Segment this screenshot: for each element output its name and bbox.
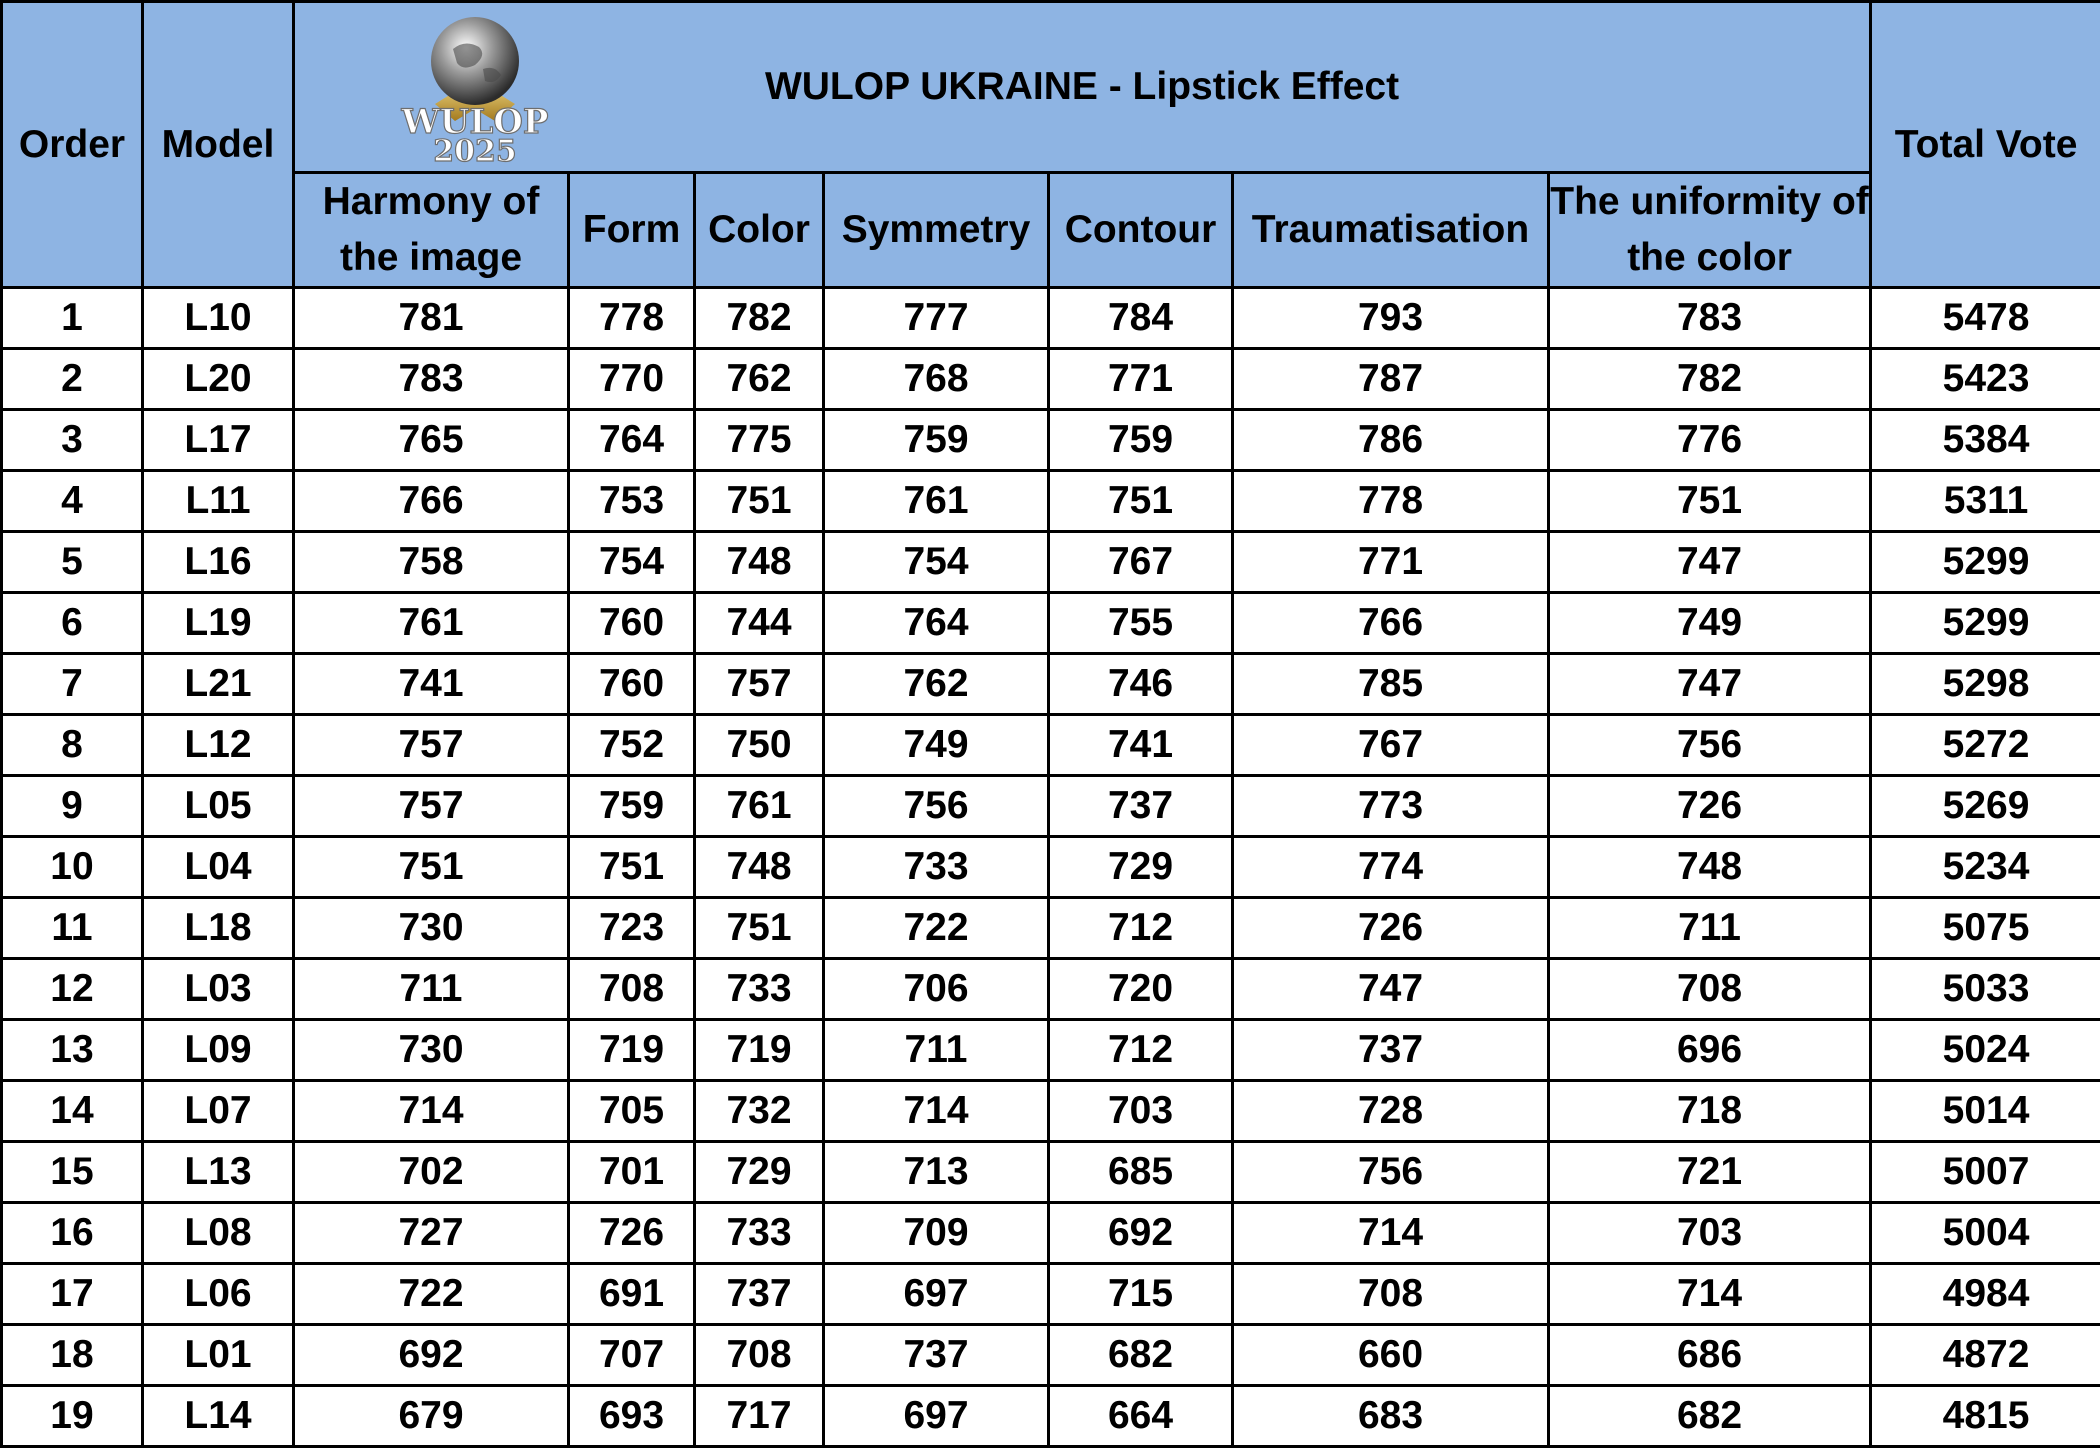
title-cell bbox=[294, 2, 1871, 173]
score-cell: 718 bbox=[1549, 1081, 1871, 1142]
criterion-header-uniformity: The uniformity of the color bbox=[1549, 173, 1871, 288]
table-row bbox=[2, 288, 2100, 349]
score-cell: 760 bbox=[569, 654, 695, 715]
score-cell: 708 bbox=[1549, 959, 1871, 1020]
score-cell: 701 bbox=[569, 1142, 695, 1203]
score-cell: 705 bbox=[569, 1081, 695, 1142]
score-cell: 708 bbox=[695, 1325, 824, 1386]
score-cell: 761 bbox=[695, 776, 824, 837]
score-cell: 781 bbox=[294, 288, 569, 349]
score-cell: 737 bbox=[1233, 1020, 1549, 1081]
score-cell: 777 bbox=[824, 288, 1049, 349]
score-cell: 692 bbox=[294, 1325, 569, 1386]
score-cell: 751 bbox=[1049, 471, 1233, 532]
table-row bbox=[2, 1325, 2100, 1386]
criterion-header-symmetry: Symmetry bbox=[824, 173, 1049, 288]
score-cell: 692 bbox=[1049, 1203, 1233, 1264]
score-cell: 766 bbox=[1233, 593, 1549, 654]
table-row bbox=[2, 1020, 2100, 1081]
score-cell: 729 bbox=[1049, 837, 1233, 898]
score-cell: 751 bbox=[294, 837, 569, 898]
total-vote-header: Total Vote bbox=[1871, 2, 2100, 288]
score-cell: 762 bbox=[824, 654, 1049, 715]
score-cell: 785 bbox=[1233, 654, 1549, 715]
table-row bbox=[2, 715, 2100, 776]
criterion-header-form: Form bbox=[569, 173, 695, 288]
order-cell: 17 bbox=[2, 1264, 143, 1325]
logo-wordmark: WULOP bbox=[401, 102, 549, 142]
score-cell: 756 bbox=[824, 776, 1049, 837]
order-cell: 11 bbox=[2, 898, 143, 959]
score-cell: 766 bbox=[294, 471, 569, 532]
order-cell: 19 bbox=[2, 1386, 143, 1447]
score-cell: 768 bbox=[824, 349, 1049, 410]
score-cell: 737 bbox=[824, 1325, 1049, 1386]
score-cell: 737 bbox=[1049, 776, 1233, 837]
score-cell: 741 bbox=[294, 654, 569, 715]
table-row bbox=[2, 593, 2100, 654]
score-cell: 749 bbox=[1549, 593, 1871, 654]
score-cell: 708 bbox=[569, 959, 695, 1020]
score-cell: 706 bbox=[824, 959, 1049, 1020]
score-cell: 771 bbox=[1049, 349, 1233, 410]
order-cell: 6 bbox=[2, 593, 143, 654]
header-row-top bbox=[2, 2, 2100, 173]
score-cell: 778 bbox=[1233, 471, 1549, 532]
score-cell: 771 bbox=[1233, 532, 1549, 593]
total-vote-cell: 5272 bbox=[1871, 715, 2100, 776]
score-cell: 682 bbox=[1049, 1325, 1233, 1386]
model-cell: L08 bbox=[143, 1203, 294, 1264]
score-cell: 733 bbox=[695, 1203, 824, 1264]
score-cell: 693 bbox=[569, 1386, 695, 1447]
score-cell: 748 bbox=[695, 837, 824, 898]
model-cell: L09 bbox=[143, 1020, 294, 1081]
model-cell: L20 bbox=[143, 349, 294, 410]
table-row bbox=[2, 1142, 2100, 1203]
score-cell: 762 bbox=[695, 349, 824, 410]
score-cell: 764 bbox=[824, 593, 1049, 654]
score-cell: 697 bbox=[824, 1264, 1049, 1325]
score-cell: 711 bbox=[824, 1020, 1049, 1081]
score-cell: 683 bbox=[1233, 1386, 1549, 1447]
score-cell: 784 bbox=[1049, 288, 1233, 349]
score-cell: 729 bbox=[695, 1142, 824, 1203]
score-cell: 757 bbox=[294, 776, 569, 837]
order-cell: 4 bbox=[2, 471, 143, 532]
score-cell: 719 bbox=[695, 1020, 824, 1081]
score-cell: 774 bbox=[1233, 837, 1549, 898]
criterion-header-color: Color bbox=[695, 173, 824, 288]
score-cell: 759 bbox=[569, 776, 695, 837]
table-row bbox=[2, 1264, 2100, 1325]
total-vote-cell: 5024 bbox=[1871, 1020, 2100, 1081]
score-cell: 727 bbox=[294, 1203, 569, 1264]
score-cell: 756 bbox=[1549, 715, 1871, 776]
score-cell: 751 bbox=[695, 471, 824, 532]
score-cell: 747 bbox=[1549, 654, 1871, 715]
score-cell: 713 bbox=[824, 1142, 1049, 1203]
table-row bbox=[2, 1081, 2100, 1142]
order-cell: 16 bbox=[2, 1203, 143, 1264]
score-cell: 758 bbox=[294, 532, 569, 593]
criterion-header-traumatisation: Traumatisation bbox=[1233, 173, 1549, 288]
score-cell: 746 bbox=[1049, 654, 1233, 715]
score-cell: 703 bbox=[1549, 1203, 1871, 1264]
total-vote-cell: 4815 bbox=[1871, 1386, 2100, 1447]
wulop-logo bbox=[375, 9, 575, 169]
score-cell: 765 bbox=[294, 410, 569, 471]
table-body bbox=[2, 288, 2100, 1447]
model-cell: L07 bbox=[143, 1081, 294, 1142]
total-vote-cell: 5007 bbox=[1871, 1142, 2100, 1203]
table-row bbox=[2, 471, 2100, 532]
total-vote-cell: 5033 bbox=[1871, 959, 2100, 1020]
score-cell: 722 bbox=[824, 898, 1049, 959]
score-cell: 696 bbox=[1549, 1020, 1871, 1081]
score-cell: 783 bbox=[1549, 288, 1871, 349]
score-cell: 752 bbox=[569, 715, 695, 776]
score-cell: 712 bbox=[1049, 1020, 1233, 1081]
score-cell: 761 bbox=[294, 593, 569, 654]
score-cell: 767 bbox=[1233, 715, 1549, 776]
score-cell: 715 bbox=[1049, 1264, 1233, 1325]
score-cell: 753 bbox=[569, 471, 695, 532]
score-cell: 782 bbox=[1549, 349, 1871, 410]
model-cell: L21 bbox=[143, 654, 294, 715]
score-cell: 733 bbox=[695, 959, 824, 1020]
score-cell: 685 bbox=[1049, 1142, 1233, 1203]
total-vote-cell: 4872 bbox=[1871, 1325, 2100, 1386]
model-header: Model bbox=[143, 2, 294, 288]
order-cell: 15 bbox=[2, 1142, 143, 1203]
score-cell: 682 bbox=[1549, 1386, 1871, 1447]
table-row bbox=[2, 532, 2100, 593]
score-cell: 751 bbox=[1549, 471, 1871, 532]
score-cell: 775 bbox=[695, 410, 824, 471]
score-cell: 728 bbox=[1233, 1081, 1549, 1142]
score-cell: 660 bbox=[1233, 1325, 1549, 1386]
total-vote-cell: 5478 bbox=[1871, 288, 2100, 349]
score-cell: 723 bbox=[569, 898, 695, 959]
order-header: Order bbox=[2, 2, 143, 288]
model-cell: L05 bbox=[143, 776, 294, 837]
total-vote-cell: 5234 bbox=[1871, 837, 2100, 898]
score-cell: 761 bbox=[824, 471, 1049, 532]
total-vote-cell: 5423 bbox=[1871, 349, 2100, 410]
total-vote-cell: 5075 bbox=[1871, 898, 2100, 959]
order-cell: 9 bbox=[2, 776, 143, 837]
table-row bbox=[2, 1386, 2100, 1447]
table-title: WULOP UKRAINE - Lipstick Effect bbox=[295, 59, 1869, 115]
score-cell: 720 bbox=[1049, 959, 1233, 1020]
score-cell: 712 bbox=[1049, 898, 1233, 959]
order-cell: 10 bbox=[2, 837, 143, 898]
model-cell: L06 bbox=[143, 1264, 294, 1325]
model-cell: L12 bbox=[143, 715, 294, 776]
score-cell: 786 bbox=[1233, 410, 1549, 471]
criterion-header-harmony: Harmony of the image bbox=[294, 173, 569, 288]
table-row bbox=[2, 959, 2100, 1020]
score-cell: 679 bbox=[294, 1386, 569, 1447]
model-cell: L03 bbox=[143, 959, 294, 1020]
score-cell: 754 bbox=[569, 532, 695, 593]
score-cell: 767 bbox=[1049, 532, 1233, 593]
total-vote-cell: 5014 bbox=[1871, 1081, 2100, 1142]
score-cell: 737 bbox=[695, 1264, 824, 1325]
score-cell: 787 bbox=[1233, 349, 1549, 410]
score-cell: 730 bbox=[294, 898, 569, 959]
model-cell: L13 bbox=[143, 1142, 294, 1203]
total-vote-cell: 5384 bbox=[1871, 410, 2100, 471]
total-vote-cell: 5298 bbox=[1871, 654, 2100, 715]
score-cell: 714 bbox=[294, 1081, 569, 1142]
model-cell: L01 bbox=[143, 1325, 294, 1386]
score-cell: 741 bbox=[1049, 715, 1233, 776]
score-cell: 722 bbox=[294, 1264, 569, 1325]
model-cell: L19 bbox=[143, 593, 294, 654]
score-cell: 747 bbox=[1233, 959, 1549, 1020]
score-cell: 709 bbox=[824, 1203, 1049, 1264]
total-vote-cell: 5311 bbox=[1871, 471, 2100, 532]
table-row bbox=[2, 654, 2100, 715]
model-cell: L14 bbox=[143, 1386, 294, 1447]
score-cell: 793 bbox=[1233, 288, 1549, 349]
score-cell: 686 bbox=[1549, 1325, 1871, 1386]
score-cell: 773 bbox=[1233, 776, 1549, 837]
table-row bbox=[2, 837, 2100, 898]
score-cell: 707 bbox=[569, 1325, 695, 1386]
header-row-criteria bbox=[2, 173, 2100, 288]
score-cell: 714 bbox=[1549, 1264, 1871, 1325]
score-cell: 770 bbox=[569, 349, 695, 410]
model-cell: L04 bbox=[143, 837, 294, 898]
score-cell: 751 bbox=[569, 837, 695, 898]
score-cell: 711 bbox=[1549, 898, 1871, 959]
table-row bbox=[2, 410, 2100, 471]
order-cell: 1 bbox=[2, 288, 143, 349]
score-cell: 717 bbox=[695, 1386, 824, 1447]
score-cell: 754 bbox=[824, 532, 1049, 593]
order-cell: 5 bbox=[2, 532, 143, 593]
model-cell: L11 bbox=[143, 471, 294, 532]
total-vote-cell: 4984 bbox=[1871, 1264, 2100, 1325]
score-cell: 757 bbox=[294, 715, 569, 776]
order-cell: 18 bbox=[2, 1325, 143, 1386]
score-cell: 748 bbox=[1549, 837, 1871, 898]
score-cell: 664 bbox=[1049, 1386, 1233, 1447]
score-cell: 733 bbox=[824, 837, 1049, 898]
score-cell: 708 bbox=[1233, 1264, 1549, 1325]
order-cell: 12 bbox=[2, 959, 143, 1020]
score-cell: 757 bbox=[695, 654, 824, 715]
order-cell: 7 bbox=[2, 654, 143, 715]
order-cell: 13 bbox=[2, 1020, 143, 1081]
logo-year: 2025 bbox=[433, 134, 517, 169]
score-cell: 755 bbox=[1049, 593, 1233, 654]
score-cell: 749 bbox=[824, 715, 1049, 776]
score-cell: 747 bbox=[1549, 532, 1871, 593]
score-cell: 726 bbox=[1549, 776, 1871, 837]
table-row bbox=[2, 349, 2100, 410]
score-cell: 750 bbox=[695, 715, 824, 776]
score-cell: 776 bbox=[1549, 410, 1871, 471]
total-vote-cell: 5299 bbox=[1871, 532, 2100, 593]
model-cell: L17 bbox=[143, 410, 294, 471]
score-cell: 744 bbox=[695, 593, 824, 654]
score-cell: 782 bbox=[695, 288, 824, 349]
order-cell: 14 bbox=[2, 1081, 143, 1142]
score-cell: 714 bbox=[824, 1081, 1049, 1142]
score-cell: 751 bbox=[695, 898, 824, 959]
total-vote-cell: 5299 bbox=[1871, 593, 2100, 654]
score-cell: 719 bbox=[569, 1020, 695, 1081]
score-cell: 691 bbox=[569, 1264, 695, 1325]
total-vote-cell: 5269 bbox=[1871, 776, 2100, 837]
order-cell: 3 bbox=[2, 410, 143, 471]
table-row bbox=[2, 1203, 2100, 1264]
score-cell: 721 bbox=[1549, 1142, 1871, 1203]
total-vote-cell: 5004 bbox=[1871, 1203, 2100, 1264]
score-cell: 726 bbox=[569, 1203, 695, 1264]
score-cell: 759 bbox=[1049, 410, 1233, 471]
table-row bbox=[2, 898, 2100, 959]
score-cell: 714 bbox=[1233, 1203, 1549, 1264]
score-cell: 748 bbox=[695, 532, 824, 593]
model-cell: L16 bbox=[143, 532, 294, 593]
score-cell: 702 bbox=[294, 1142, 569, 1203]
criterion-header-contour: Contour bbox=[1049, 173, 1233, 288]
score-cell: 732 bbox=[695, 1081, 824, 1142]
order-cell: 2 bbox=[2, 349, 143, 410]
table-row bbox=[2, 776, 2100, 837]
score-cell: 764 bbox=[569, 410, 695, 471]
score-cell: 778 bbox=[569, 288, 695, 349]
model-cell: L18 bbox=[143, 898, 294, 959]
score-cell: 697 bbox=[824, 1386, 1049, 1447]
score-cell: 760 bbox=[569, 593, 695, 654]
score-cell: 759 bbox=[824, 410, 1049, 471]
order-cell: 8 bbox=[2, 715, 143, 776]
score-cell: 703 bbox=[1049, 1081, 1233, 1142]
score-cell: 726 bbox=[1233, 898, 1549, 959]
score-cell: 730 bbox=[294, 1020, 569, 1081]
model-cell: L10 bbox=[143, 288, 294, 349]
score-cell: 756 bbox=[1233, 1142, 1549, 1203]
score-cell: 711 bbox=[294, 959, 569, 1020]
score-cell: 783 bbox=[294, 349, 569, 410]
